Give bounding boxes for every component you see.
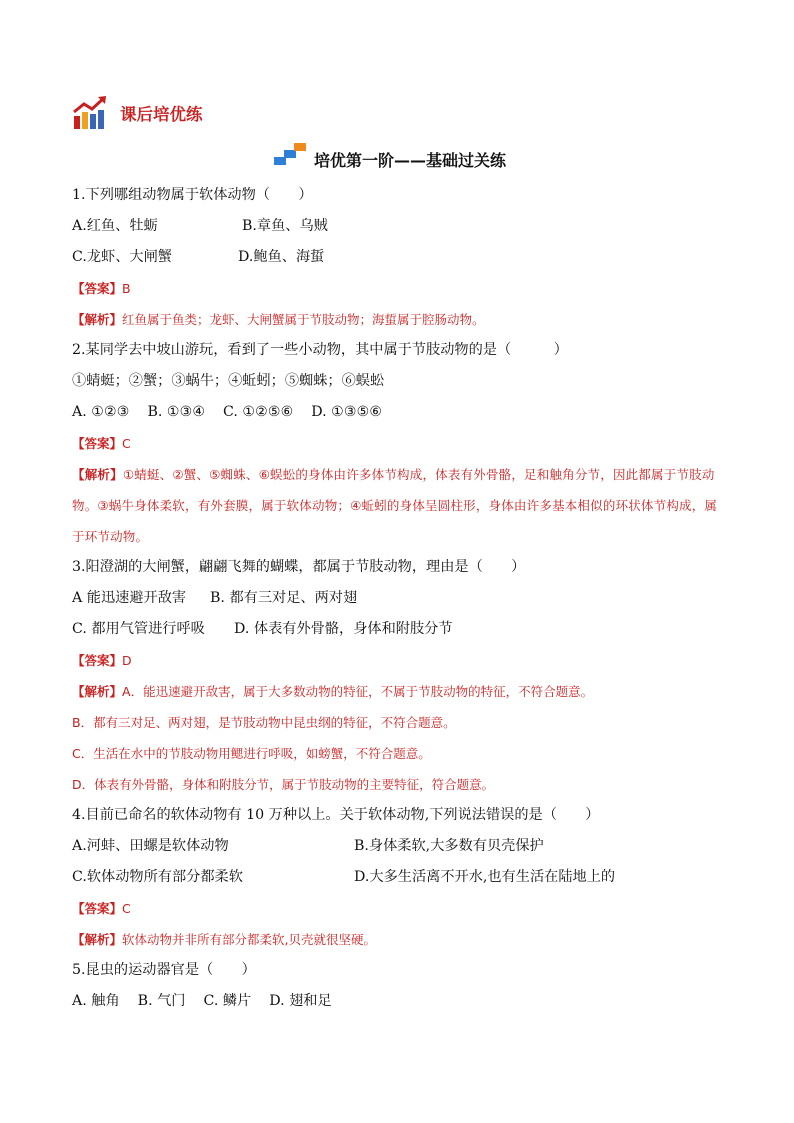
question-2 bbox=[72, 335, 722, 552]
bar-chart-trend-icon bbox=[72, 96, 108, 130]
option-a: A. 触角 bbox=[72, 993, 120, 1009]
question-stem: 5.昆虫的运动器官是（ ） bbox=[72, 962, 256, 978]
answer-value: D bbox=[122, 653, 132, 668]
answer-value: C bbox=[122, 901, 131, 916]
option-b: B. ①③④ bbox=[147, 404, 206, 420]
option-d: D.大多生活离不开水,也有生活在陆地上的 bbox=[354, 869, 616, 885]
option-b: B.身体柔软,大多数有贝壳保护 bbox=[354, 838, 544, 854]
answer-label: 【答案】 bbox=[72, 281, 123, 296]
option-b: B. 气门 bbox=[137, 993, 186, 1009]
section-header bbox=[72, 96, 203, 130]
stairs-icon bbox=[274, 141, 308, 171]
option-b: B.章鱼、乌贼 bbox=[242, 218, 328, 234]
analysis-text: ①蜻蜓、②蟹、⑤蜘蛛、⑥蜈蚣的身体由许多体节构成，体表有外骨骼，足和触角分节，因此都属于节肢动物。③蜗牛身体柔软，有外套膜，属于软体动物；④蚯蚓的身体呈圆柱形，身体由许多基本相似的环状体节构成，属于环节动物。 bbox=[72, 467, 718, 544]
question-4 bbox=[72, 800, 722, 955]
option-c: C.龙虾、大闸蟹 bbox=[72, 249, 172, 265]
question-3 bbox=[72, 552, 722, 800]
option-row bbox=[72, 831, 722, 862]
analysis-row bbox=[72, 676, 722, 707]
option-a: A 能迅速避开敌害 bbox=[72, 590, 187, 606]
option-d: D. 翅和足 bbox=[269, 993, 332, 1009]
option-row bbox=[72, 211, 722, 242]
analysis-text: 软体动物并非所有部分都柔软,贝壳就很坚硬。 bbox=[122, 932, 376, 947]
level-header bbox=[274, 141, 506, 171]
analysis-label: 【解析】 bbox=[72, 467, 123, 482]
option-row bbox=[72, 397, 722, 428]
answer-label: 【答案】 bbox=[72, 901, 123, 916]
option-d: D. 体表有外骨骼，身体和附肢分节 bbox=[234, 621, 453, 637]
analysis-text: B．都有三对足、两对翅，是节肢动物中昆虫纲的特征，不符合题意。 bbox=[72, 715, 456, 730]
option-c: C.软体动物所有部分都柔软 bbox=[72, 869, 243, 885]
option-d: D.鲍鱼、海蜇 bbox=[238, 249, 325, 265]
analysis-row bbox=[72, 304, 722, 335]
option-a: A. ①②③ bbox=[72, 404, 130, 420]
question-5 bbox=[72, 955, 722, 1017]
option-a: A.河蚌、田螺是软体动物 bbox=[72, 838, 229, 854]
analysis-label: 【解析】 bbox=[72, 684, 123, 699]
option-row bbox=[72, 583, 722, 614]
option-b: B. 都有三对足、两对翅 bbox=[210, 590, 358, 606]
option-c: C. 都用气管进行呼吸 bbox=[72, 621, 205, 637]
analysis-row bbox=[72, 924, 722, 955]
answer-row bbox=[72, 893, 722, 924]
question-items: ①蜻蜓；②蟹；③蜗牛；④蚯蚓；⑤蜘蛛；⑥蜈蚣 bbox=[72, 373, 385, 389]
option-row bbox=[72, 614, 722, 645]
analysis-text: C．生活在水中的节肢动物用鳃进行呼吸，如螃蟹，不符合题意。 bbox=[72, 746, 431, 761]
section-title: 课后培优练 bbox=[120, 105, 203, 124]
question-stem: 1.下列哪组动物属于软体动物（ ） bbox=[72, 187, 313, 203]
question-list bbox=[72, 180, 722, 1017]
option-c: C. 鳞片 bbox=[203, 993, 252, 1009]
question-stem: 4.目前已命名的软体动物有 10 万种以上。关于软体动物,下列说法错误的是（ ） bbox=[72, 807, 600, 823]
analysis-row bbox=[72, 459, 720, 552]
option-row bbox=[72, 242, 722, 273]
analysis-label: 【解析】 bbox=[72, 932, 123, 947]
analysis-label: 【解析】 bbox=[72, 312, 123, 327]
option-d: D. ①③⑤⑥ bbox=[311, 404, 383, 420]
answer-value: C bbox=[122, 436, 131, 451]
answer-label: 【答案】 bbox=[72, 653, 123, 668]
question-stem: 3.阳澄湖的大闸蟹，翩翩飞舞的蝴蝶，都属于节肢动物，理由是（ ） bbox=[72, 559, 526, 575]
level-title: 培优第一阶——基础过关练 bbox=[314, 151, 507, 170]
question-stem: 2.某同学去中坡山游玩，看到了一些小动物，其中属于节肢动物的是（ ） bbox=[72, 342, 568, 358]
answer-row bbox=[72, 273, 722, 304]
question-1 bbox=[72, 180, 722, 335]
option-row bbox=[72, 986, 722, 1017]
option-a: A.红鱼、牡蛎 bbox=[72, 218, 158, 234]
answer-row bbox=[72, 428, 722, 459]
option-row bbox=[72, 862, 722, 893]
answer-value: B bbox=[122, 281, 131, 296]
answer-row bbox=[72, 645, 722, 676]
analysis-text: 红鱼属于鱼类；龙虾、大闸蟹属于节肢动物；海蜇属于腔肠动物。 bbox=[122, 312, 485, 327]
analysis-text: D．体表有外骨骼，身体和附肢分节，属于节肢动物的主要特征，符合题意。 bbox=[72, 777, 495, 792]
option-c: C. ①②⑤⑥ bbox=[223, 404, 294, 420]
answer-label: 【答案】 bbox=[72, 436, 123, 451]
analysis-text: A．能迅速避开敌害，属于大多数动物的特征，不属于节肢动物的特征，不符合题意。 bbox=[122, 684, 594, 699]
